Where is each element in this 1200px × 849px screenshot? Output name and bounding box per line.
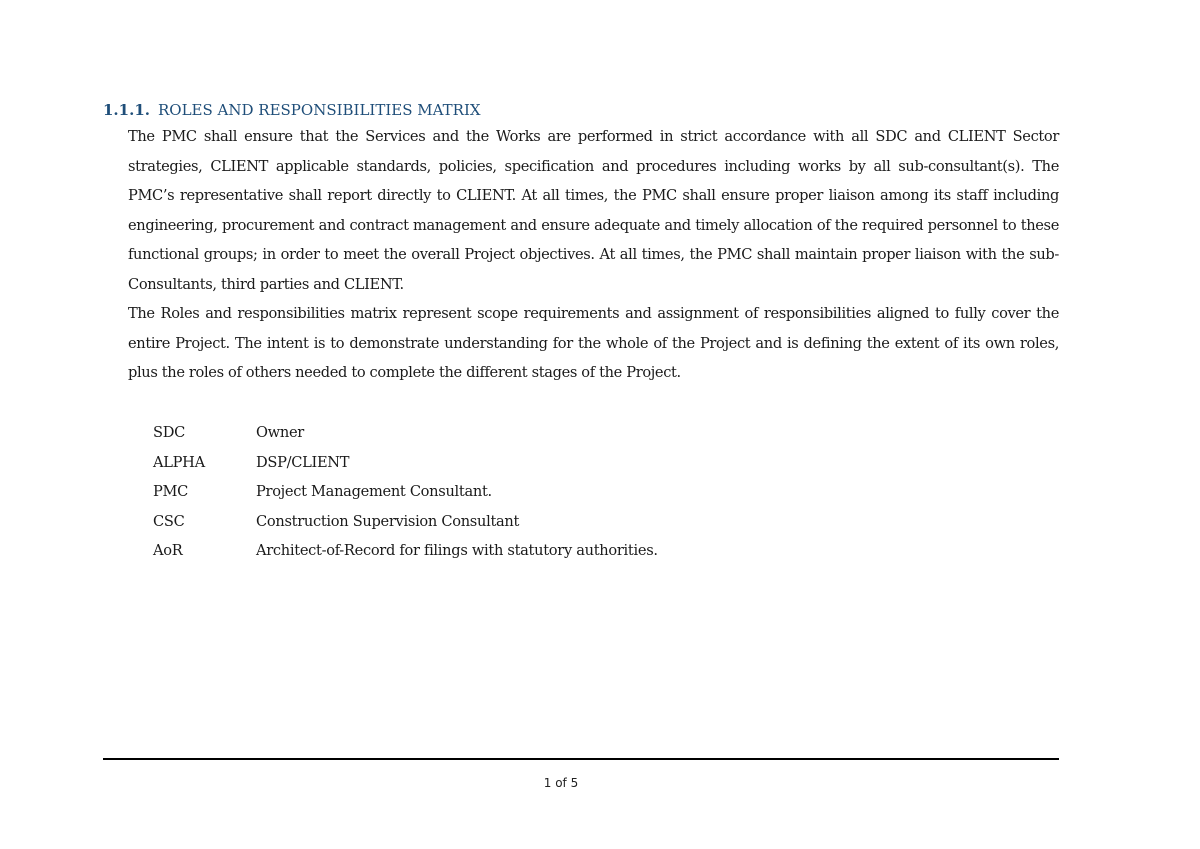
abbreviation-code: SDC: [153, 424, 185, 442]
abbreviation-meaning: Project Management Consultant.: [256, 483, 492, 501]
footer-divider: [103, 758, 1059, 760]
abbreviation-meaning: Construction Supervision Consultant: [256, 512, 520, 530]
body-paragraph-1: The PMC shall ensure that the Services and the Works are performed in strict accordance with all SDC and CLIENT Sector strategies, CLIENT applicable standards, policies, specification and procedures including works by all sub-consultant(s). The PMC’s representative shall report directly to CLIENT. At all times, the PMC shall ensure proper liaison among its staff including engineering, procurement and contract management and ensure adequate and timely allocation of the required personnel to these functional groups; in order to meet the overall Project objectives. At all times, the PMC shall maintain proper liaison with the sub- Consultants, third parties and CLIENT.: [128, 128, 1059, 293]
abbreviation-code: AoR: [153, 542, 183, 560]
section-heading: [103, 101, 481, 119]
page-number: 1 of 5: [543, 776, 579, 790]
abbreviation-row: [153, 448, 658, 478]
section-number: 1.1.1.: [103, 101, 150, 119]
abbreviation-meaning: Architect-of-Record for filings with statutory authorities.: [256, 542, 658, 560]
abbreviation-meaning: Owner: [256, 424, 304, 442]
abbreviation-code: CSC: [153, 512, 185, 530]
body-paragraph-2: The Roles and responsibilities matrix represent scope requirements and assignment of responsibilities aligned to fully cover the entire Project. The intent is to demonstrate understanding for the whole of the Project and is defining the extent of its own roles, plus the roles of others needed to complete the different stages of the Project.: [128, 305, 1059, 381]
abbreviation-row: [153, 418, 658, 448]
abbreviation-row: [153, 507, 658, 537]
abbreviation-table: [153, 418, 658, 566]
section-body: [128, 122, 1059, 388]
section-title: ROLES AND RESPONSIBILITIES MATRIX: [157, 101, 481, 119]
abbreviation-row: [153, 477, 658, 507]
abbreviation-code: PMC: [153, 483, 189, 501]
abbreviation-code: ALPHA: [153, 453, 205, 471]
abbreviation-row: [153, 536, 658, 566]
abbreviation-meaning: DSP/CLIENT: [256, 453, 350, 471]
